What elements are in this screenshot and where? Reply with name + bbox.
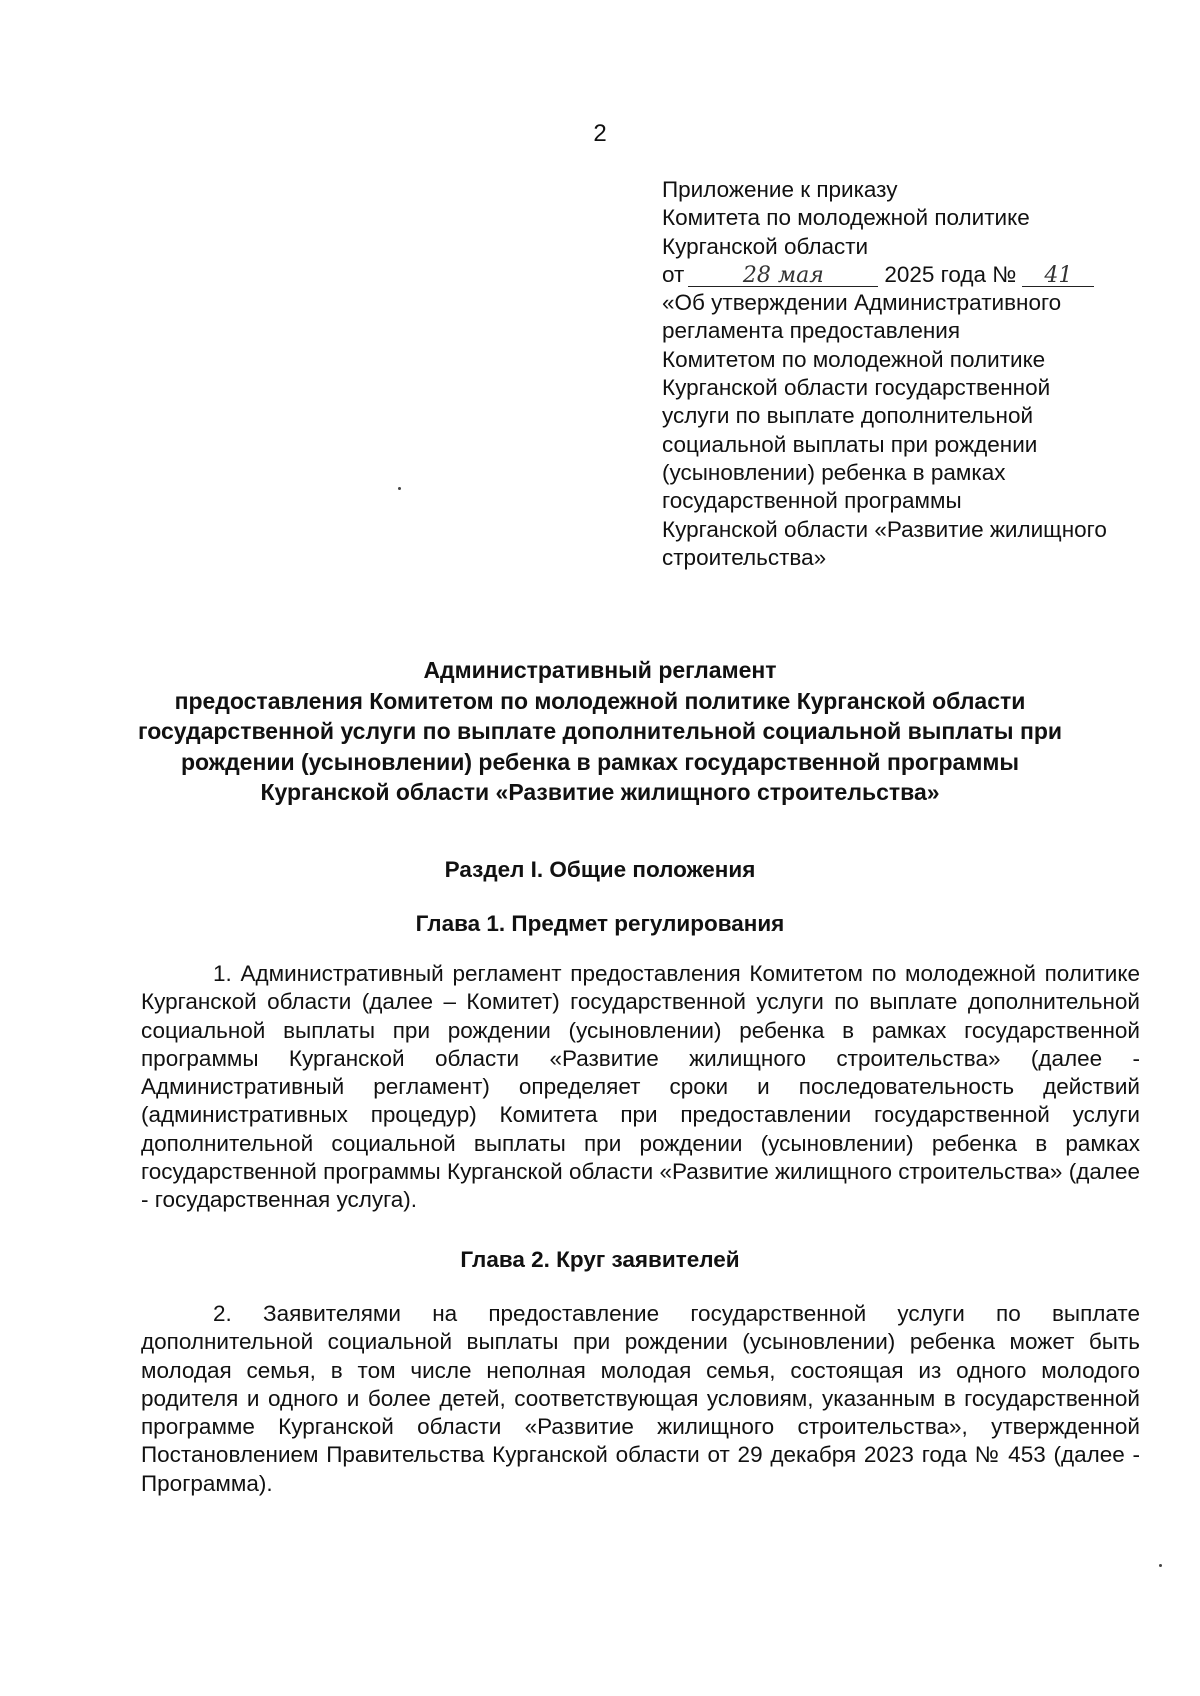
appendix-line: Курганской области: [662, 233, 869, 259]
handwritten-date: 28 мая: [688, 266, 878, 287]
appendix-subject-line: Курганской области государственной: [662, 375, 1051, 401]
appendix-subject-line: услуги по выплате дополнительной: [662, 403, 1034, 429]
appendix-line: Комитета по молодежной политике: [662, 205, 1030, 231]
document-title-line: государственной услуги по выплате дополнительной социальной выплаты при: [137, 718, 1063, 744]
scan-speck: [398, 487, 401, 490]
chapter-1-title: Глава 1. Предмет регулирования: [415, 911, 785, 936]
document-title-line: предоставления Комитетом по молодежной политике Курганской области: [174, 687, 1026, 714]
chapter-2-paragraph: 2. Заявителями на предоставление государственной услуги по выплате дополнительной социальной выплаты при рождении (усыновлении) ребенка может быть молодая семья, в том числе неполная молодая семья, состоящая из одного молодого родителя и одного и более детей, соответствующая условиям, указанным в государственной программе Курганской области «Развитие жилищного строительства», утвержденной Постановлением Правительства Курганской области от 29 декабря 2023 года № 453 (далее - Программа).: [141, 1301, 1140, 1496]
document-title-line: Курганской области «Развитие жилищного строительства»: [260, 779, 940, 805]
appendix-subject-line: государственной программы: [662, 488, 962, 514]
section-title: Раздел I. Общие положения: [444, 857, 756, 882]
appendix-subject-line: регламента предоставления: [662, 318, 961, 344]
appendix-subject-line: социальной выплаты при рождении: [662, 431, 1038, 457]
appendix-block: [662, 176, 1162, 572]
chapter-1-paragraph: 1. Административный регламент предоставления Комитетом по молодежной политике Курганской области (далее – Комитет) государственной услуги по выплате дополнительной социальной выплаты при рождении (усыновлении) ребенка в рамках государственной программы Курганской области «Развитие жилищного строительства» (далее - Административный регламент) определяет сроки и последовательность действий (административных процедур) Комитета при предоставлении государственной услуги дополнительной социальной выплаты при рождении (усыновлении) ребенка в рамках государственной программы Курганской области «Развитие жилищного строительства» (далее - государственная услуга).: [141, 961, 1140, 1213]
document-title: [110, 655, 1090, 808]
date-year: 2025 года №: [884, 261, 1017, 287]
page-number: 2: [593, 120, 607, 147]
document-title-line: Административный регламент: [423, 657, 777, 683]
appendix-subject-line: «Об утверждении Административного: [662, 290, 1062, 316]
date-prefix: от: [662, 261, 685, 287]
appendix-subject-line: Комитетом по молодежной политике: [662, 346, 1046, 372]
appendix-subject-line: строительства»: [662, 544, 827, 570]
appendix-subject-line: (усыновлении) ребенка в рамках: [662, 459, 1006, 485]
document-title-line: рождении (усыновлении) ребенка в рамках государственной программы: [180, 748, 1020, 775]
scan-speck: [1159, 1564, 1162, 1567]
chapter-2-title: Глава 2. Круг заявителей: [460, 1247, 740, 1272]
handwritten-number: 41: [1022, 266, 1094, 287]
appendix-line: Приложение к приказу: [662, 177, 898, 202]
appendix-date-line: [662, 261, 1162, 289]
appendix-subject-line: Курганской области «Развитие жилищного: [662, 516, 1107, 542]
